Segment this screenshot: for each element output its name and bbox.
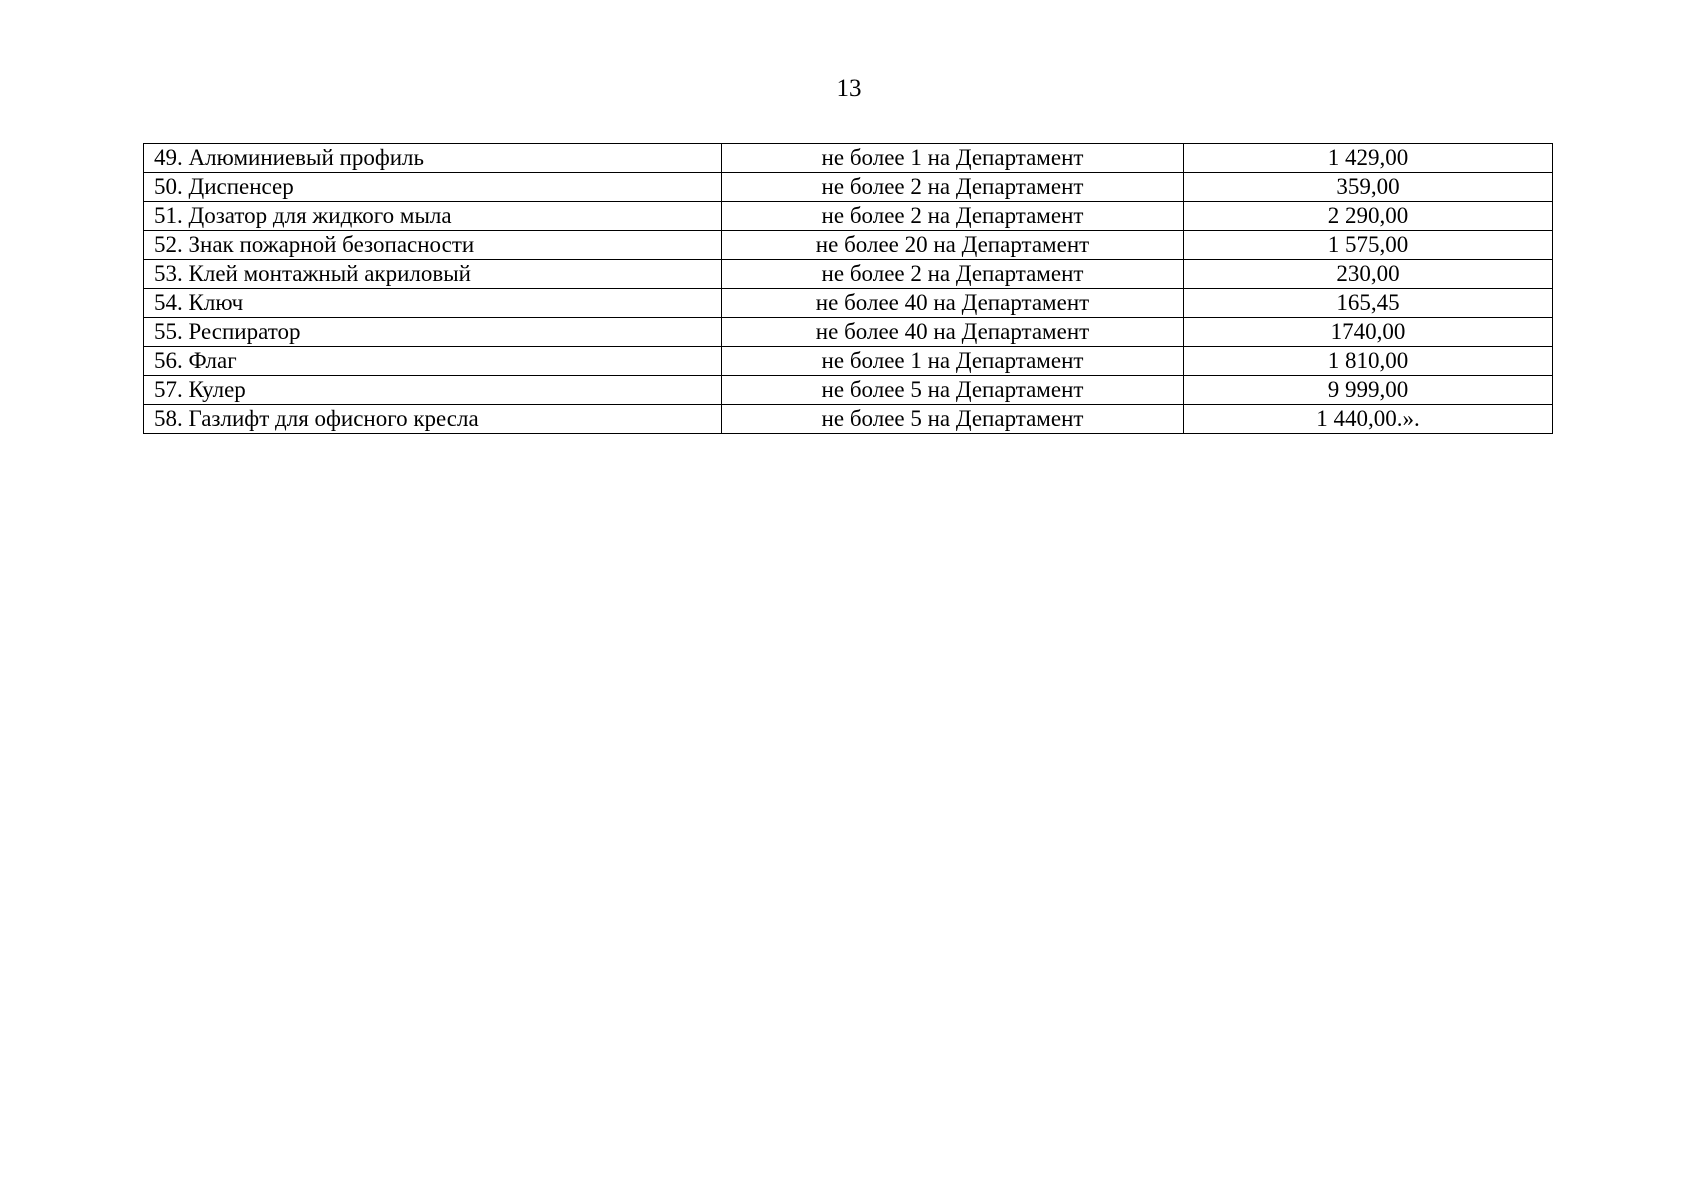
item-name: 50. Диспенсер xyxy=(144,173,722,202)
item-price: 1 429,00 xyxy=(1184,144,1553,173)
item-limit: не более 5 на Департамент xyxy=(722,376,1184,405)
item-name: 56. Флаг xyxy=(144,347,722,376)
page-number: 13 xyxy=(836,75,862,102)
item-name: 55. Респиратор xyxy=(144,318,722,347)
item-price: 359,00 xyxy=(1184,173,1553,202)
item-price: 230,00 xyxy=(1184,260,1553,289)
item-price: 165,45 xyxy=(1184,289,1553,318)
item-limit: не более 20 на Департамент xyxy=(722,231,1184,260)
table-row xyxy=(144,202,1553,231)
table-row xyxy=(144,289,1553,318)
item-price: 9 999,00 xyxy=(1184,376,1553,405)
item-name: 54. Ключ xyxy=(144,289,722,318)
item-name: 58. Газлифт для офисного кресла xyxy=(144,405,722,434)
table-row xyxy=(144,376,1553,405)
table-row xyxy=(144,260,1553,289)
item-name: 49. Алюминиевый профиль xyxy=(144,144,722,173)
items-table-body xyxy=(144,144,1553,434)
table-row xyxy=(144,405,1553,434)
item-price: 2 290,00 xyxy=(1184,202,1553,231)
item-name: 51. Дозатор для жидкого мыла xyxy=(144,202,722,231)
table-row xyxy=(144,144,1553,173)
item-limit: не более 2 на Департамент xyxy=(722,260,1184,289)
table-row xyxy=(144,173,1553,202)
item-name: 53. Клей монтажный акриловый xyxy=(144,260,722,289)
table-row xyxy=(144,347,1553,376)
item-limit: не более 2 на Департамент xyxy=(722,202,1184,231)
item-price: 1740,00 xyxy=(1184,318,1553,347)
item-limit: не более 40 на Департамент xyxy=(722,289,1184,318)
item-limit: не более 5 на Департамент xyxy=(722,405,1184,434)
item-limit: не более 2 на Департамент xyxy=(722,173,1184,202)
item-limit: не более 1 на Департамент xyxy=(722,347,1184,376)
table-row xyxy=(144,231,1553,260)
item-price: 1 810,00 xyxy=(1184,347,1553,376)
item-name: 57. Кулер xyxy=(144,376,722,405)
item-price: 1 440,00.». xyxy=(1184,405,1553,434)
item-limit: не более 1 на Департамент xyxy=(722,144,1184,173)
item-limit: не более 40 на Департамент xyxy=(722,318,1184,347)
item-price: 1 575,00 xyxy=(1184,231,1553,260)
table-row xyxy=(144,318,1553,347)
items-table xyxy=(143,143,1553,434)
item-name: 52. Знак пожарной безопасности xyxy=(144,231,722,260)
